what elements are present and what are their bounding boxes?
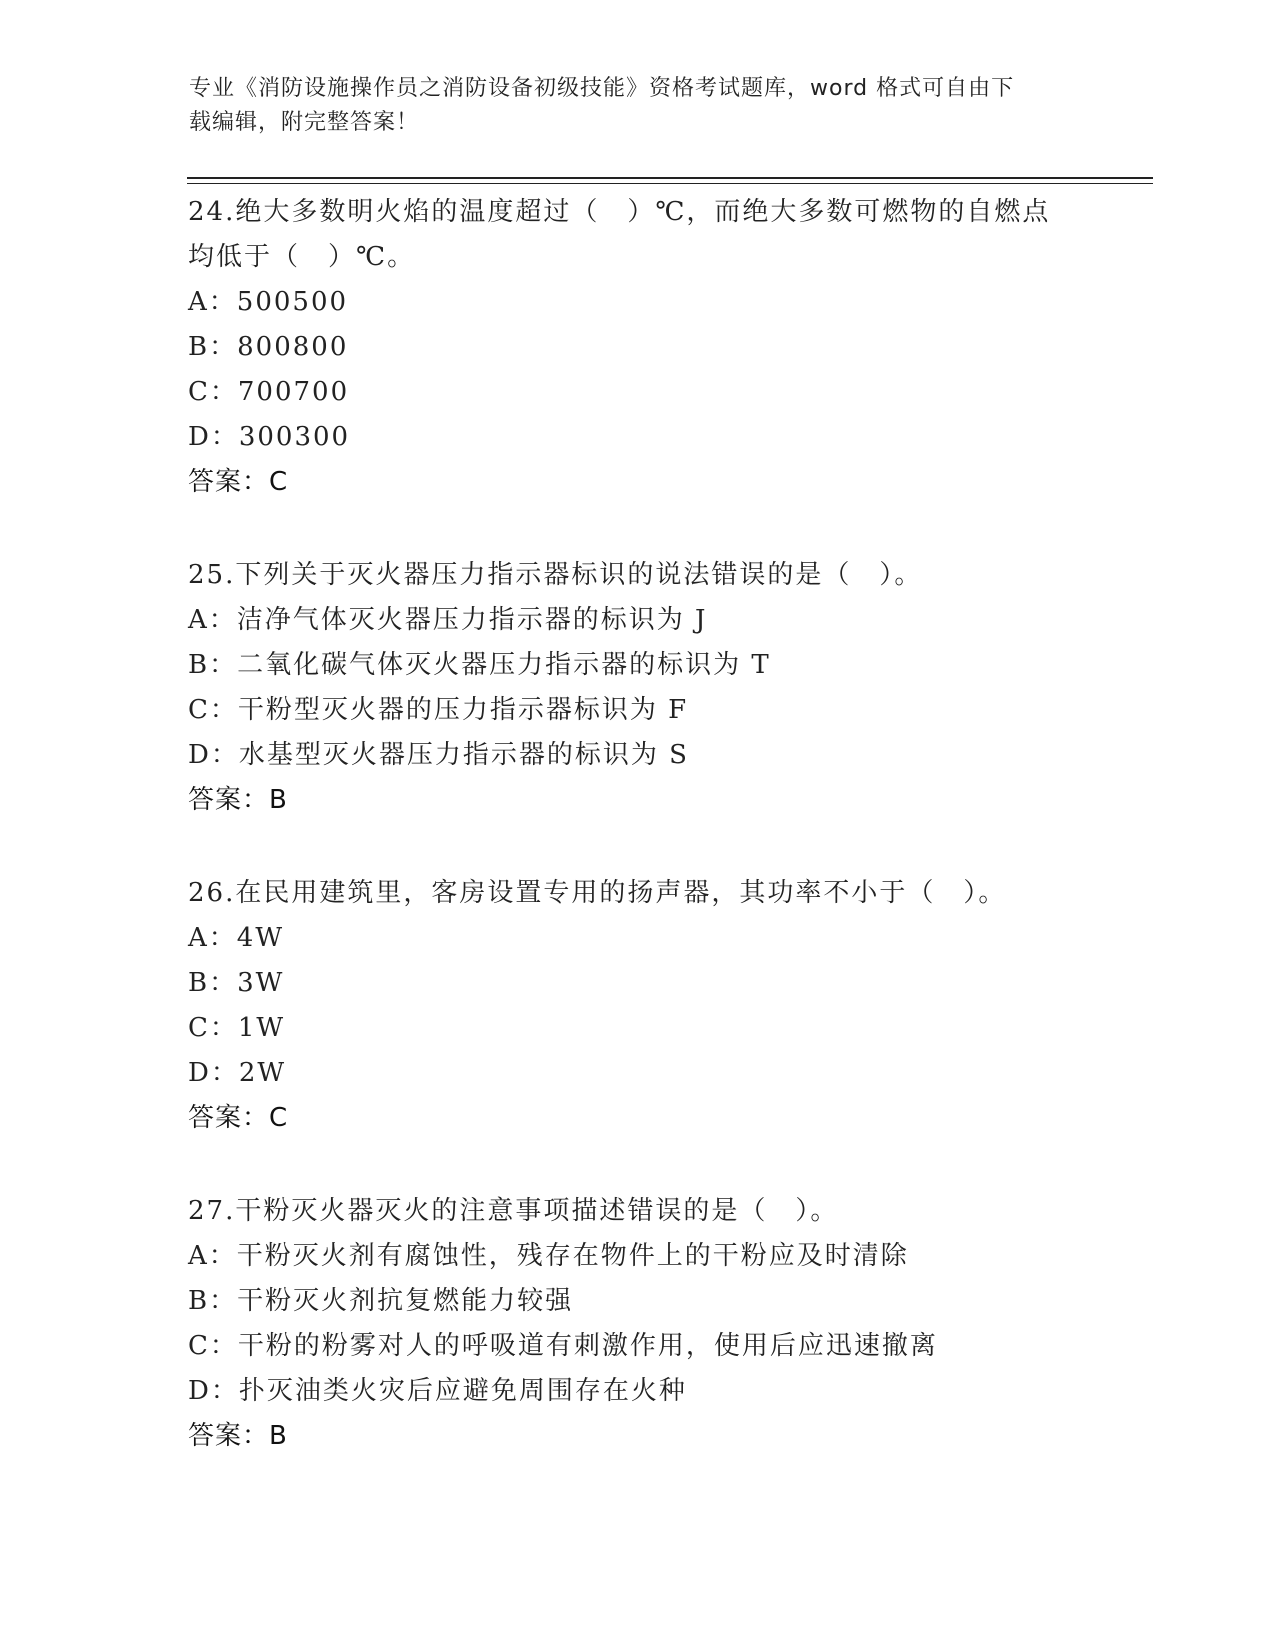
option-b: B：3W [188,968,285,998]
question-25 [188,553,1088,823]
header-rule-thick [187,177,1153,179]
answer-line: 答案：C [188,1103,289,1133]
option-c: C：1W [188,1013,286,1043]
option-c: C：700700 [188,377,350,407]
option-d: D：扑灭油类火灾后应避免周围存在火种 [188,1376,687,1406]
question-27 [188,1189,1088,1459]
header-line-2: 载编辑，附完整答案！ [189,110,420,135]
option-d: D：300300 [188,422,351,452]
header-rule-thin [187,183,1153,184]
option-b: B：干粉灭火剂抗复燃能力较强 [188,1286,574,1316]
header-line-1: 专业《消防设施操作员之消防设备初级技能》资格考试题库，word 格式可自由下 [189,76,1015,101]
option-b: B：800800 [188,332,349,362]
option-a: A：洁净气体灭火器压力指示器的标识为 J [188,605,708,635]
question-stem: 27.干粉灭火器灭火的注意事项描述错误的是（ ）。 [188,1196,839,1226]
option-d: D：水基型灭火器压力指示器的标识为 S [188,740,689,770]
option-d: D：2W [188,1058,287,1088]
question-list [188,190,1088,1459]
question-26 [188,871,1088,1141]
question-stem: 24.绝大多数明火焰的温度超过（ ）℃，而绝大多数可燃物的自燃点 [188,197,1051,227]
answer-line: 答案：B [188,785,288,815]
question-stem: 26.在民用建筑里，客房设置专用的扬声器，其功率不小于（ ）。 [188,878,1007,908]
question-24 [188,190,1088,505]
answer-line: 答案：B [188,1421,288,1451]
answer-line: 答案：C [188,467,289,497]
option-a: A：500500 [188,287,349,317]
option-c: C：干粉型灭火器的压力指示器标识为 F [188,695,689,725]
question-stem: 25.下列关于灭火器压力指示器标识的说法错误的是（ ）。 [188,560,923,590]
option-a: A：干粉灭火剂有腐蚀性，残存在物件上的干粉应及时清除 [188,1241,909,1271]
question-stem-continued: 均低于（ ）℃。 [188,242,416,272]
option-c: C：干粉的粉雾对人的呼吸道有刺激作用，使用后应迅速撤离 [188,1331,938,1361]
document-header [189,72,1089,140]
option-a: A：4W [188,923,285,953]
option-b: B：二氧化碳气体灭火器压力指示器的标识为 T [188,650,771,680]
